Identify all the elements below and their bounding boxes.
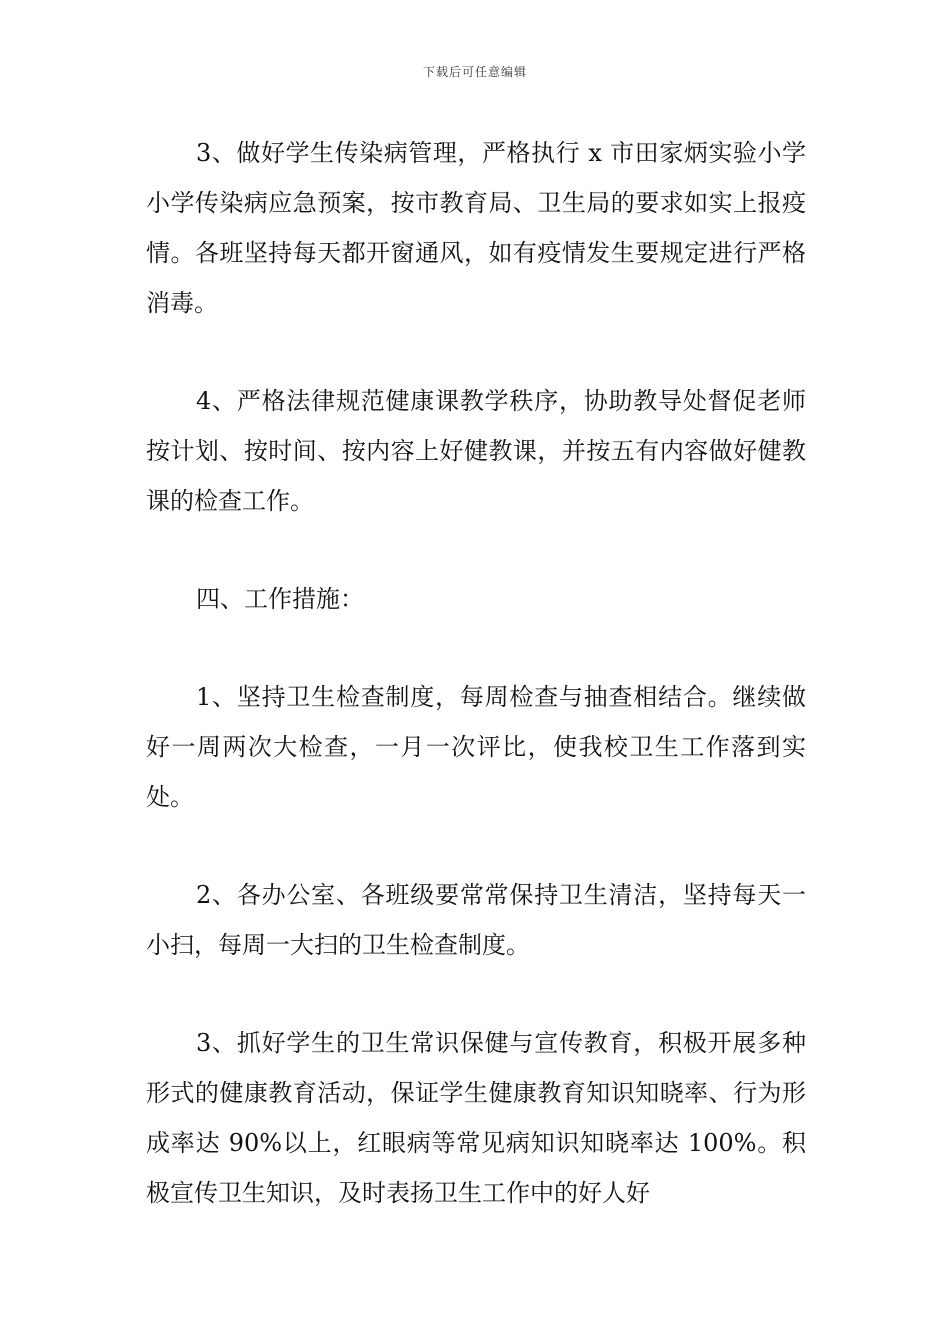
paragraph-measure-1: 1、坚持卫生检查制度，每周检查与抽查相结合。继续做好一周两次大检查，一月一次评比，使我校卫生工作落到实处。 [146,683,806,811]
section-heading-measures: 四、工作措施： [196,585,364,613]
paragraph-measure-3: 3、抓好学生的卫生常识保健与宣传教育，积极开展多种形式的健康教育活动，保证学生健康教育知识知晓率、行为形成率达 90%以上，红眼病等常见病知识知晓率达 100%。积极宣传卫生知识，及时表扬卫生工作中的好人好 [146,1029,806,1207]
document-body [146,128,806,1218]
paragraph-item-3-epidemic: 3、做好学生传染病管理，严格执行 x 市田家炳实验小学小学传染病应急预案，按市教育局、卫生局的要求如实上报疫情。各班坚持每天都开窗通风，如有疫情发生要规定进行严格消毒。 [146,139,806,317]
paragraph-measure-2: 2、各办公室、各班级要常常保持卫生清洁，坚持每天一小扫，每周一大扫的卫生检查制度。 [146,881,806,959]
paragraph-item-4-health-class: 4、严格法律规范健康课教学秩序，协助教导处督促老师按计划、按时间、按内容上好健教课，并按五有内容做好健教课的检查工作。 [146,387,806,515]
page-header-note: 下载后可任意编辑 [422,65,527,79]
